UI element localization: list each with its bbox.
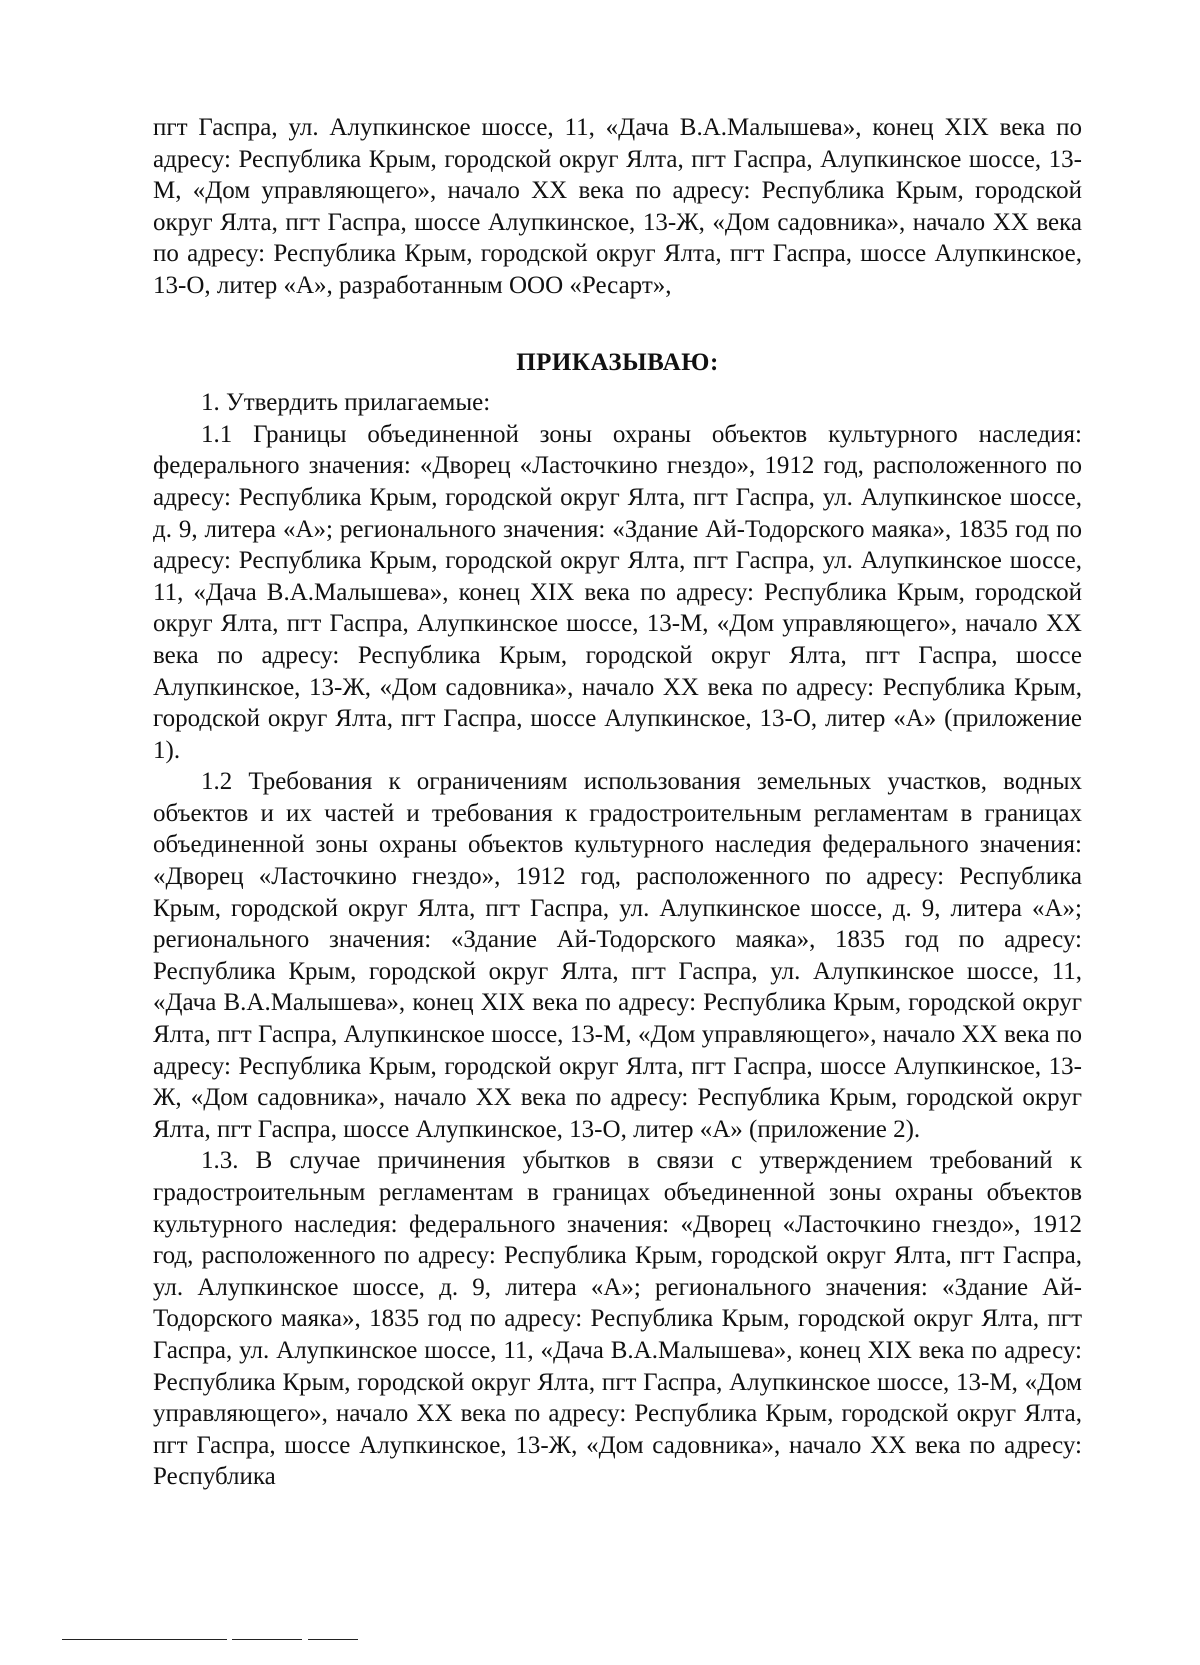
footnote-separator-line-segment	[308, 1639, 358, 1640]
order-item-1: 1. Утвердить прилагаемые:	[201, 389, 491, 417]
document-page	[153, 112, 1082, 1493]
footnote-separator-line	[62, 1639, 227, 1640]
footnote-separator-line-segment	[232, 1639, 302, 1640]
order-item-1-2: 1.2 Требования к ограничениям использования земельных участков, водных объектов и их частей и требования к градостроительным регламентам в границах объединенной зоны охраны объектов культурного наследия федерального значения: «Дворец «Ласточкино гнездо», 1912 год, расположенного по адресу: Республика Крым, городской округ Ялта, пгт Гаспра, ул. Алупкинское шоссе, д. 9, литера «А»; регионального значения: «Здание Ай-Тодорского маяка», 1835 год по адресу: Республика Крым, городской округ Ялта, пгт Гаспра, ул. Алупкинское шоссе, 11, «Дача В.А.Малышева», конец XIX века по адресу: Республика Крым, городской округ Ялта, пгт Гаспра, Алупкинское шоссе, 13-М, «Дом управляющего», начало XX века по адресу: Республика Крым, городской округ Ялта, пгт Гаспра, шоссе Алупкинское, 13-Ж, «Дом садовника», начало XX века по адресу: Республика Крым, городской округ Ялта, пгт Гаспра, шоссе Алупкинское, 13-О, литер «А» (приложение 2).	[153, 768, 1082, 1143]
preamble-continuation: пгт Гаспра, ул. Алупкинское шоссе, 11, «Дача В.А.Малышева», конец XIX века по адресу: Республика Крым, городской округ Ялта, пгт Гаспра, Алупкинское шоссе, 13-М, «Дом управляющего», начало XX века по адресу: Республика Крым, городской округ Ялта, пгт Гаспра, шоссе Алупкинское, 13-Ж, «Дом садовника», начало XX века по адресу: Республика Крым, городской округ Ялта, пгт Гаспра, шоссе Алупкинское, 13-О, литер «А», разработанным ООО «Ресарт»,	[153, 114, 1082, 299]
order-item-1-3: 1.3. В случае причинения убытков в связи с утверждением требований к градостроительным регламентам в границах объединенной зоны охраны объектов культурного наследия: федерального значения: «Дворец «Ласточкино гнездо», 1912 год, расположенного по адресу: Республика Крым, городской округ Ялта, пгт Гаспра, ул. Алупкинское шоссе, д. 9, литера «А»; регионального значения: «Здание Ай-Тодорского маяка», 1835 год по адресу: Республика Крым, городской округ Ялта, пгт Гаспра, ул. Алупкинское шоссе, 11, «Дача В.А.Малышева», конец XIX века по адресу: Республика Крым, городской округ Ялта, пгт Гаспра, Алупкинское шоссе, 13-М, «Дом управляющего», начало XX века по адресу: Республика Крым, городской округ Ялта, пгт Гаспра, шоссе Алупкинское, 13-Ж, «Дом садовника», начало XX века по адресу: Республика	[153, 1147, 1082, 1491]
order-item-1-1: 1.1 Границы объединенной зоны охраны объектов культурного наследия: федерального значения: «Дворец «Ласточкино гнездо», 1912 год, расположенного по адресу: Республика Крым, городской округ Ялта, пгт Гаспра, ул. Алупкинское шоссе, д. 9, литера «А»; регионального значения: «Здание Ай-Тодорского маяка», 1835 год по адресу: Республика Крым, городской округ Ялта, пгт Гаспра, ул. Алупкинское шоссе, 11, «Дача В.А.Малышева», конец XIX века по адресу: Республика Крым, городской округ Ялта, пгт Гаспра, Алупкинское шоссе, 13-М, «Дом управляющего», начало XX века по адресу: Республика Крым, городской округ Ялта, пгт Гаспра, шоссе Алупкинское, 13-Ж, «Дом садовника», начало XX века по адресу: Республика Крым, городской округ Ялта, пгт Гаспра, шоссе Алупкинское, 13-О, литер «А» (приложение 1).	[153, 420, 1082, 764]
order-heading: ПРИКАЗЫВАЮ:	[516, 348, 719, 376]
